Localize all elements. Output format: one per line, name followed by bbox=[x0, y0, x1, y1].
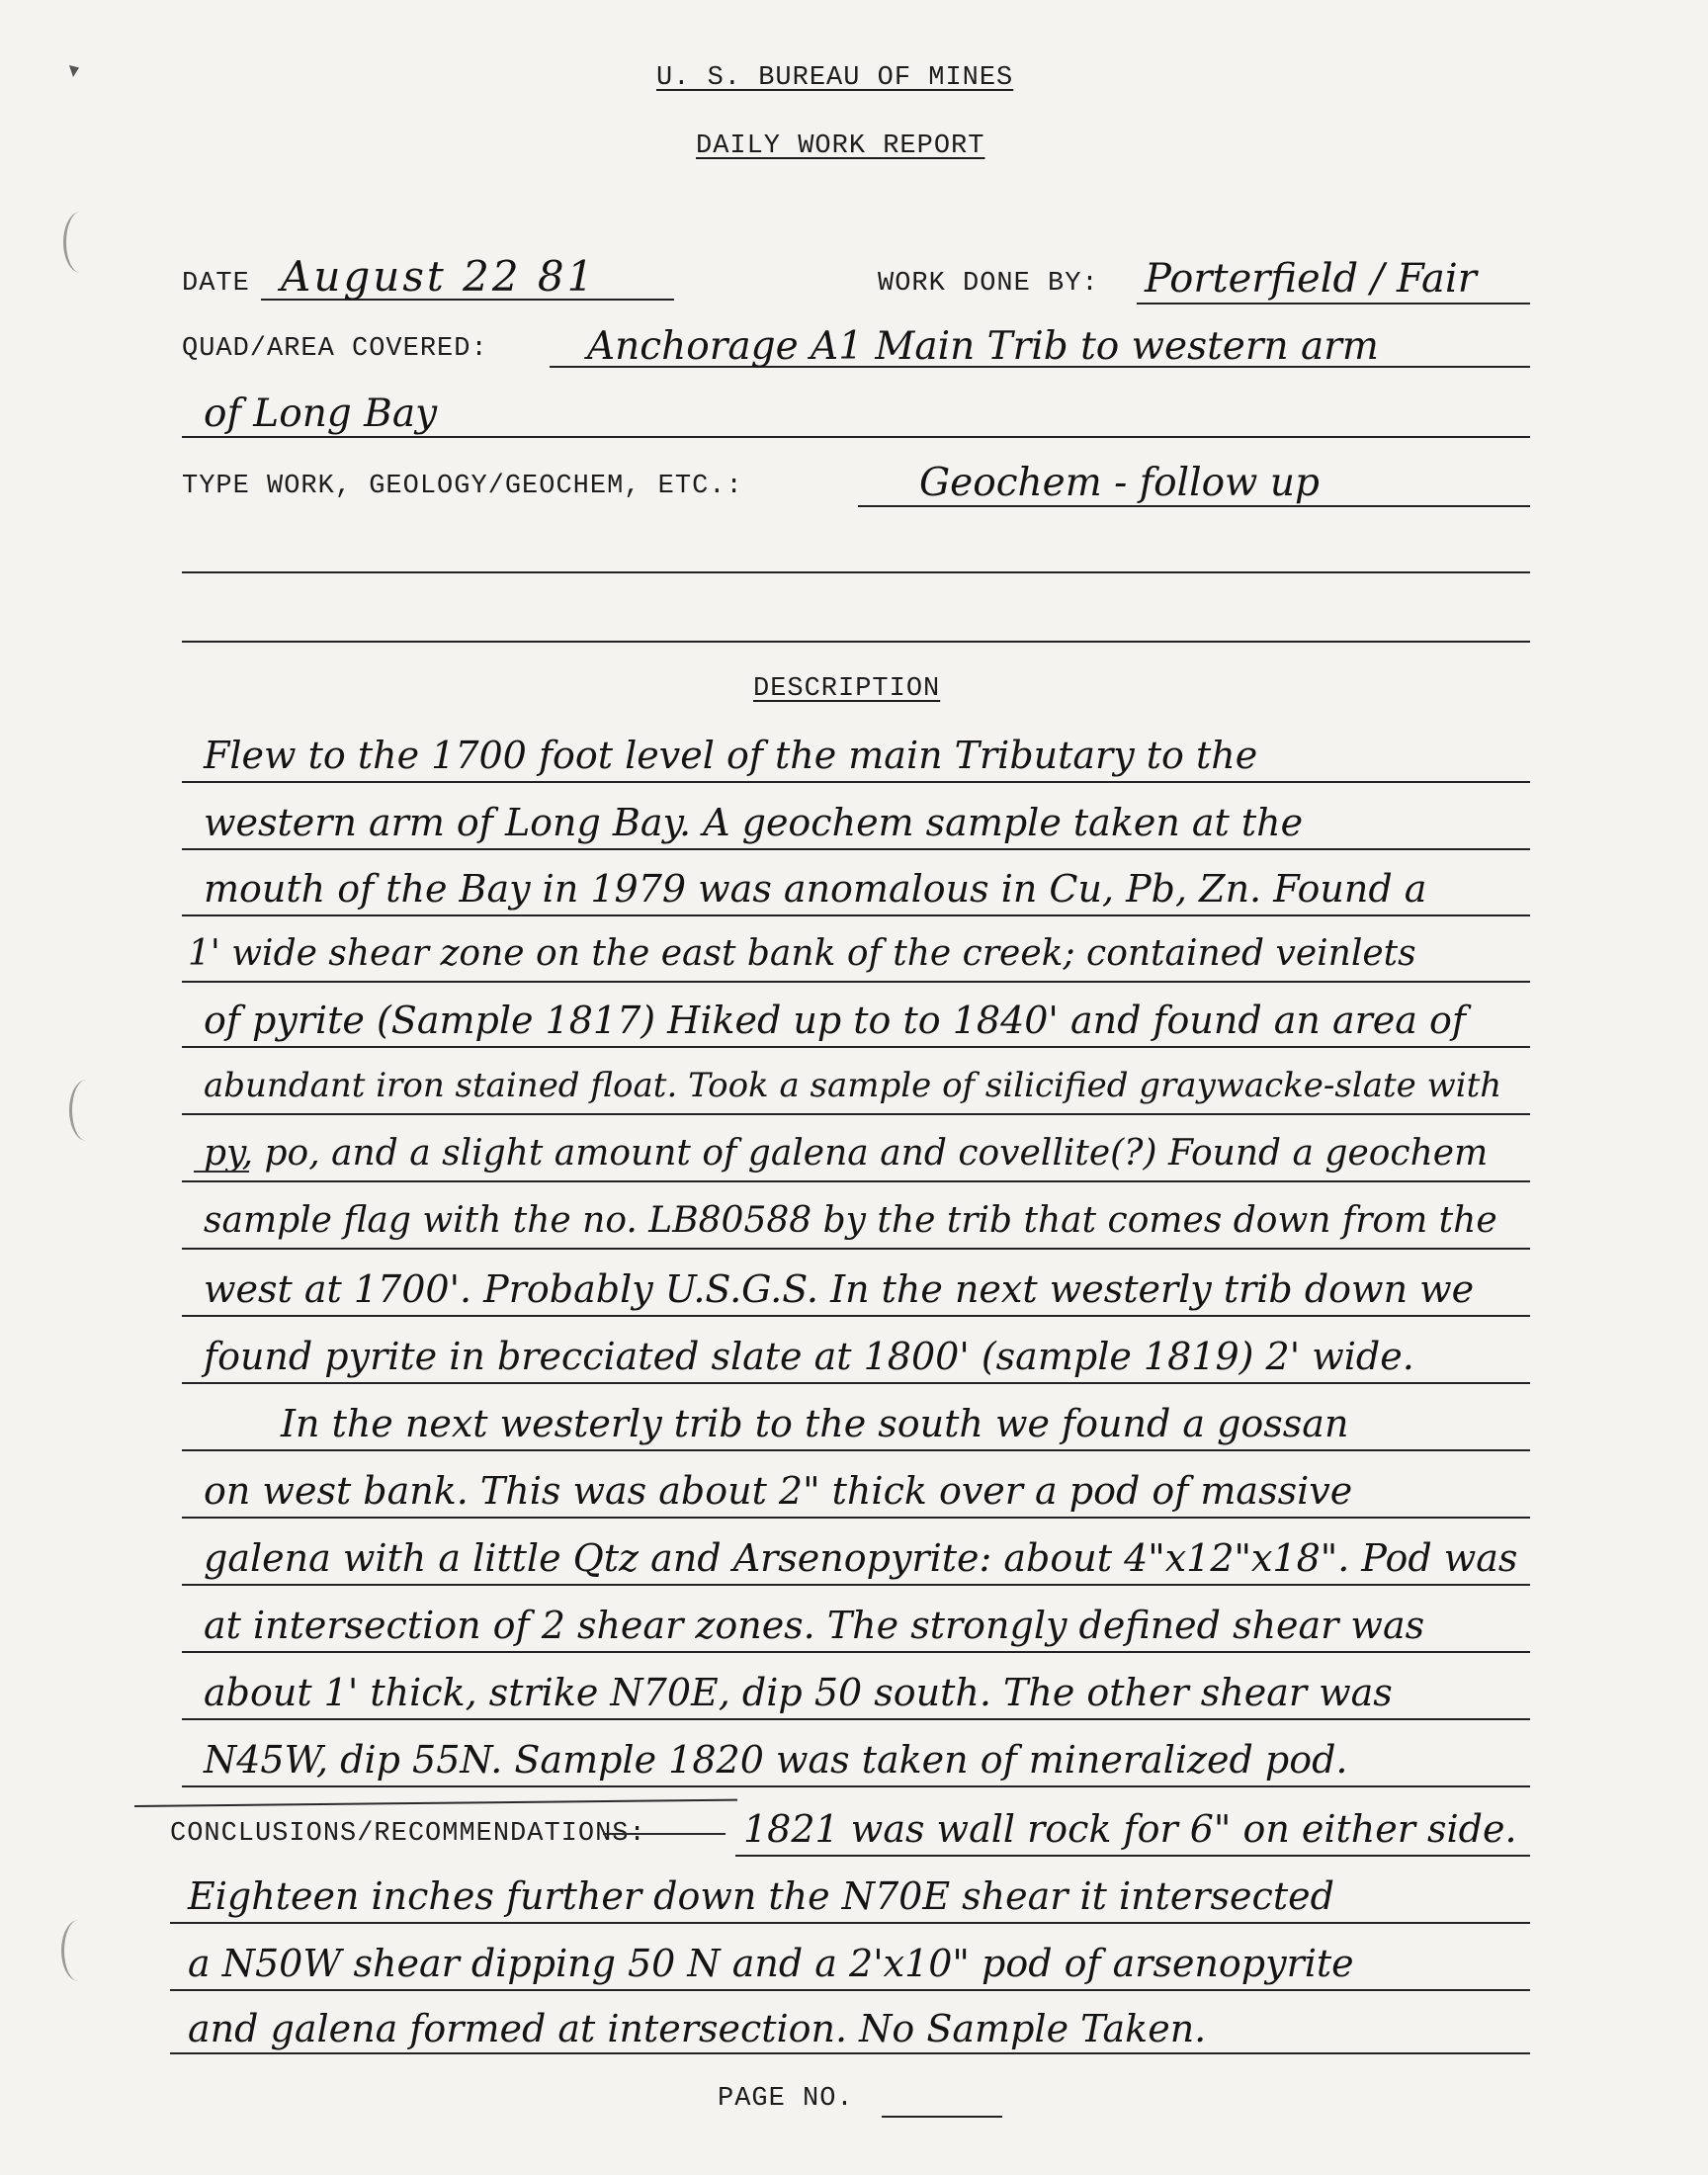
date-label: DATE bbox=[182, 269, 250, 299]
blank-line-1 bbox=[182, 571, 1530, 573]
conclusions-line: a N50W shear dipping 50 N and a 2'x10" pod of arsenopyrite bbox=[188, 1942, 1354, 1985]
page-number-label: PAGE NO. bbox=[718, 2084, 854, 2114]
conclusions-rule bbox=[735, 1855, 1530, 1857]
conclusions-rule bbox=[170, 2052, 1530, 2054]
conclusions-line: and galena formed at intersection. No Sample Taken. bbox=[188, 2007, 1207, 2050]
description-line: In the next westerly trib to the south we found a gossan bbox=[281, 1402, 1349, 1445]
description-rule bbox=[182, 1584, 1530, 1586]
description-rule bbox=[182, 848, 1530, 850]
description-line: galena with a little Qtz and Arsenopyrite: about 4"x12"x18". Pod was bbox=[204, 1536, 1518, 1580]
description-rule bbox=[182, 1449, 1530, 1451]
conclusions-line: 1821 was wall rock for 6" on either side. bbox=[743, 1807, 1517, 1851]
description-rule bbox=[182, 1248, 1530, 1250]
type-work-value: Geochem - follow up bbox=[919, 461, 1320, 505]
description-rule bbox=[182, 1315, 1530, 1317]
quad-label: QUAD/AREA COVERED: bbox=[182, 334, 488, 364]
description-line: 1' wide shear zone on the east bank of the creek; contained veinlets bbox=[188, 933, 1416, 974]
report-title: DAILY WORK REPORT bbox=[696, 131, 985, 161]
description-rule bbox=[182, 914, 1530, 916]
description-line: sample flag with the no. LB80588 by the trib that comes down from the bbox=[204, 1200, 1497, 1241]
description-rule bbox=[182, 1517, 1530, 1519]
quad-value-line-1: Anchorage A1 Main Trib to western arm bbox=[587, 324, 1379, 369]
description-rule bbox=[182, 981, 1530, 983]
description-line: found pyrite in brecciated slate at 1800' (sample 1819) 2' wide. bbox=[204, 1335, 1414, 1378]
description-heading: DESCRIPTION bbox=[753, 674, 941, 704]
description-line: Flew to the 1700 foot level of the main Tributary to the bbox=[204, 734, 1258, 777]
quad-value-line-2: of Long Bay bbox=[204, 392, 438, 436]
work-done-by-value: Porterfield / Fair bbox=[1145, 256, 1477, 302]
work-done-by-label: WORK DONE BY: bbox=[878, 269, 1099, 299]
description-rule bbox=[182, 1180, 1530, 1182]
description-line: western arm of Long Bay. A geochem sample taken at the bbox=[204, 801, 1304, 844]
punch-hole-top bbox=[63, 212, 98, 273]
blank-line-2 bbox=[182, 641, 1530, 643]
description-rule bbox=[182, 1785, 1530, 1787]
quad-line-2 bbox=[182, 436, 1530, 438]
description-rule bbox=[182, 1046, 1530, 1048]
description-rule bbox=[182, 1651, 1530, 1653]
date-value: August 22 81 bbox=[281, 252, 597, 301]
punch-hole-bottom bbox=[61, 1920, 96, 1981]
description-line: west at 1700'. Probably U.S.G.S. In the next westerly trib down we bbox=[204, 1267, 1475, 1311]
description-line: N45W, dip 55N. Sample 1820 was taken of mineralized pod. bbox=[204, 1738, 1348, 1782]
description-rule bbox=[182, 1382, 1530, 1384]
description-line: at intersection of 2 shear zones. The strongly defined shear was bbox=[204, 1604, 1425, 1647]
type-work-label: TYPE WORK, GEOLOGY/GEOCHEM, ETC.: bbox=[182, 472, 743, 501]
description-line: about 1' thick, strike N70E, dip 50 south. The other shear was bbox=[204, 1671, 1393, 1714]
label-strikethrough bbox=[603, 1833, 726, 1835]
description-rule bbox=[182, 1113, 1530, 1115]
description-line: on west bank. This was about 2" thick over a pod of massive bbox=[204, 1469, 1353, 1513]
corner-speck bbox=[69, 65, 79, 77]
work-done-by-line bbox=[1137, 303, 1530, 304]
punch-hole-middle bbox=[69, 1080, 104, 1141]
handdrawn-divider bbox=[134, 1799, 737, 1807]
description-rule bbox=[182, 781, 1530, 783]
strikethrough-mark bbox=[194, 1171, 249, 1173]
description-line: mouth of the Bay in 1979 was anomalous in Cu, Pb, Zn. Found a bbox=[204, 867, 1427, 911]
description-line: py, po, and a slight amount of galena and covellite(?) Found a geochem bbox=[204, 1133, 1489, 1174]
type-work-line bbox=[858, 505, 1530, 507]
conclusions-rule bbox=[170, 1989, 1530, 1991]
conclusions-rule bbox=[170, 1922, 1530, 1924]
conclusions-label: CONCLUSIONS/RECOMMENDATIONS: bbox=[170, 1819, 646, 1849]
description-rule bbox=[182, 1718, 1530, 1720]
description-line: of pyrite (Sample 1817) Hiked up to to 1840' and found an area of bbox=[204, 999, 1466, 1042]
description-line: abundant iron stained float. Took a sample of silicified graywacke-slate with bbox=[204, 1066, 1502, 1105]
conclusions-line: Eighteen inches further down the N70E shear it intersected bbox=[188, 1874, 1334, 1918]
page-number-line bbox=[882, 2116, 1002, 2118]
agency-title: U. S. BUREAU OF MINES bbox=[656, 63, 1014, 93]
